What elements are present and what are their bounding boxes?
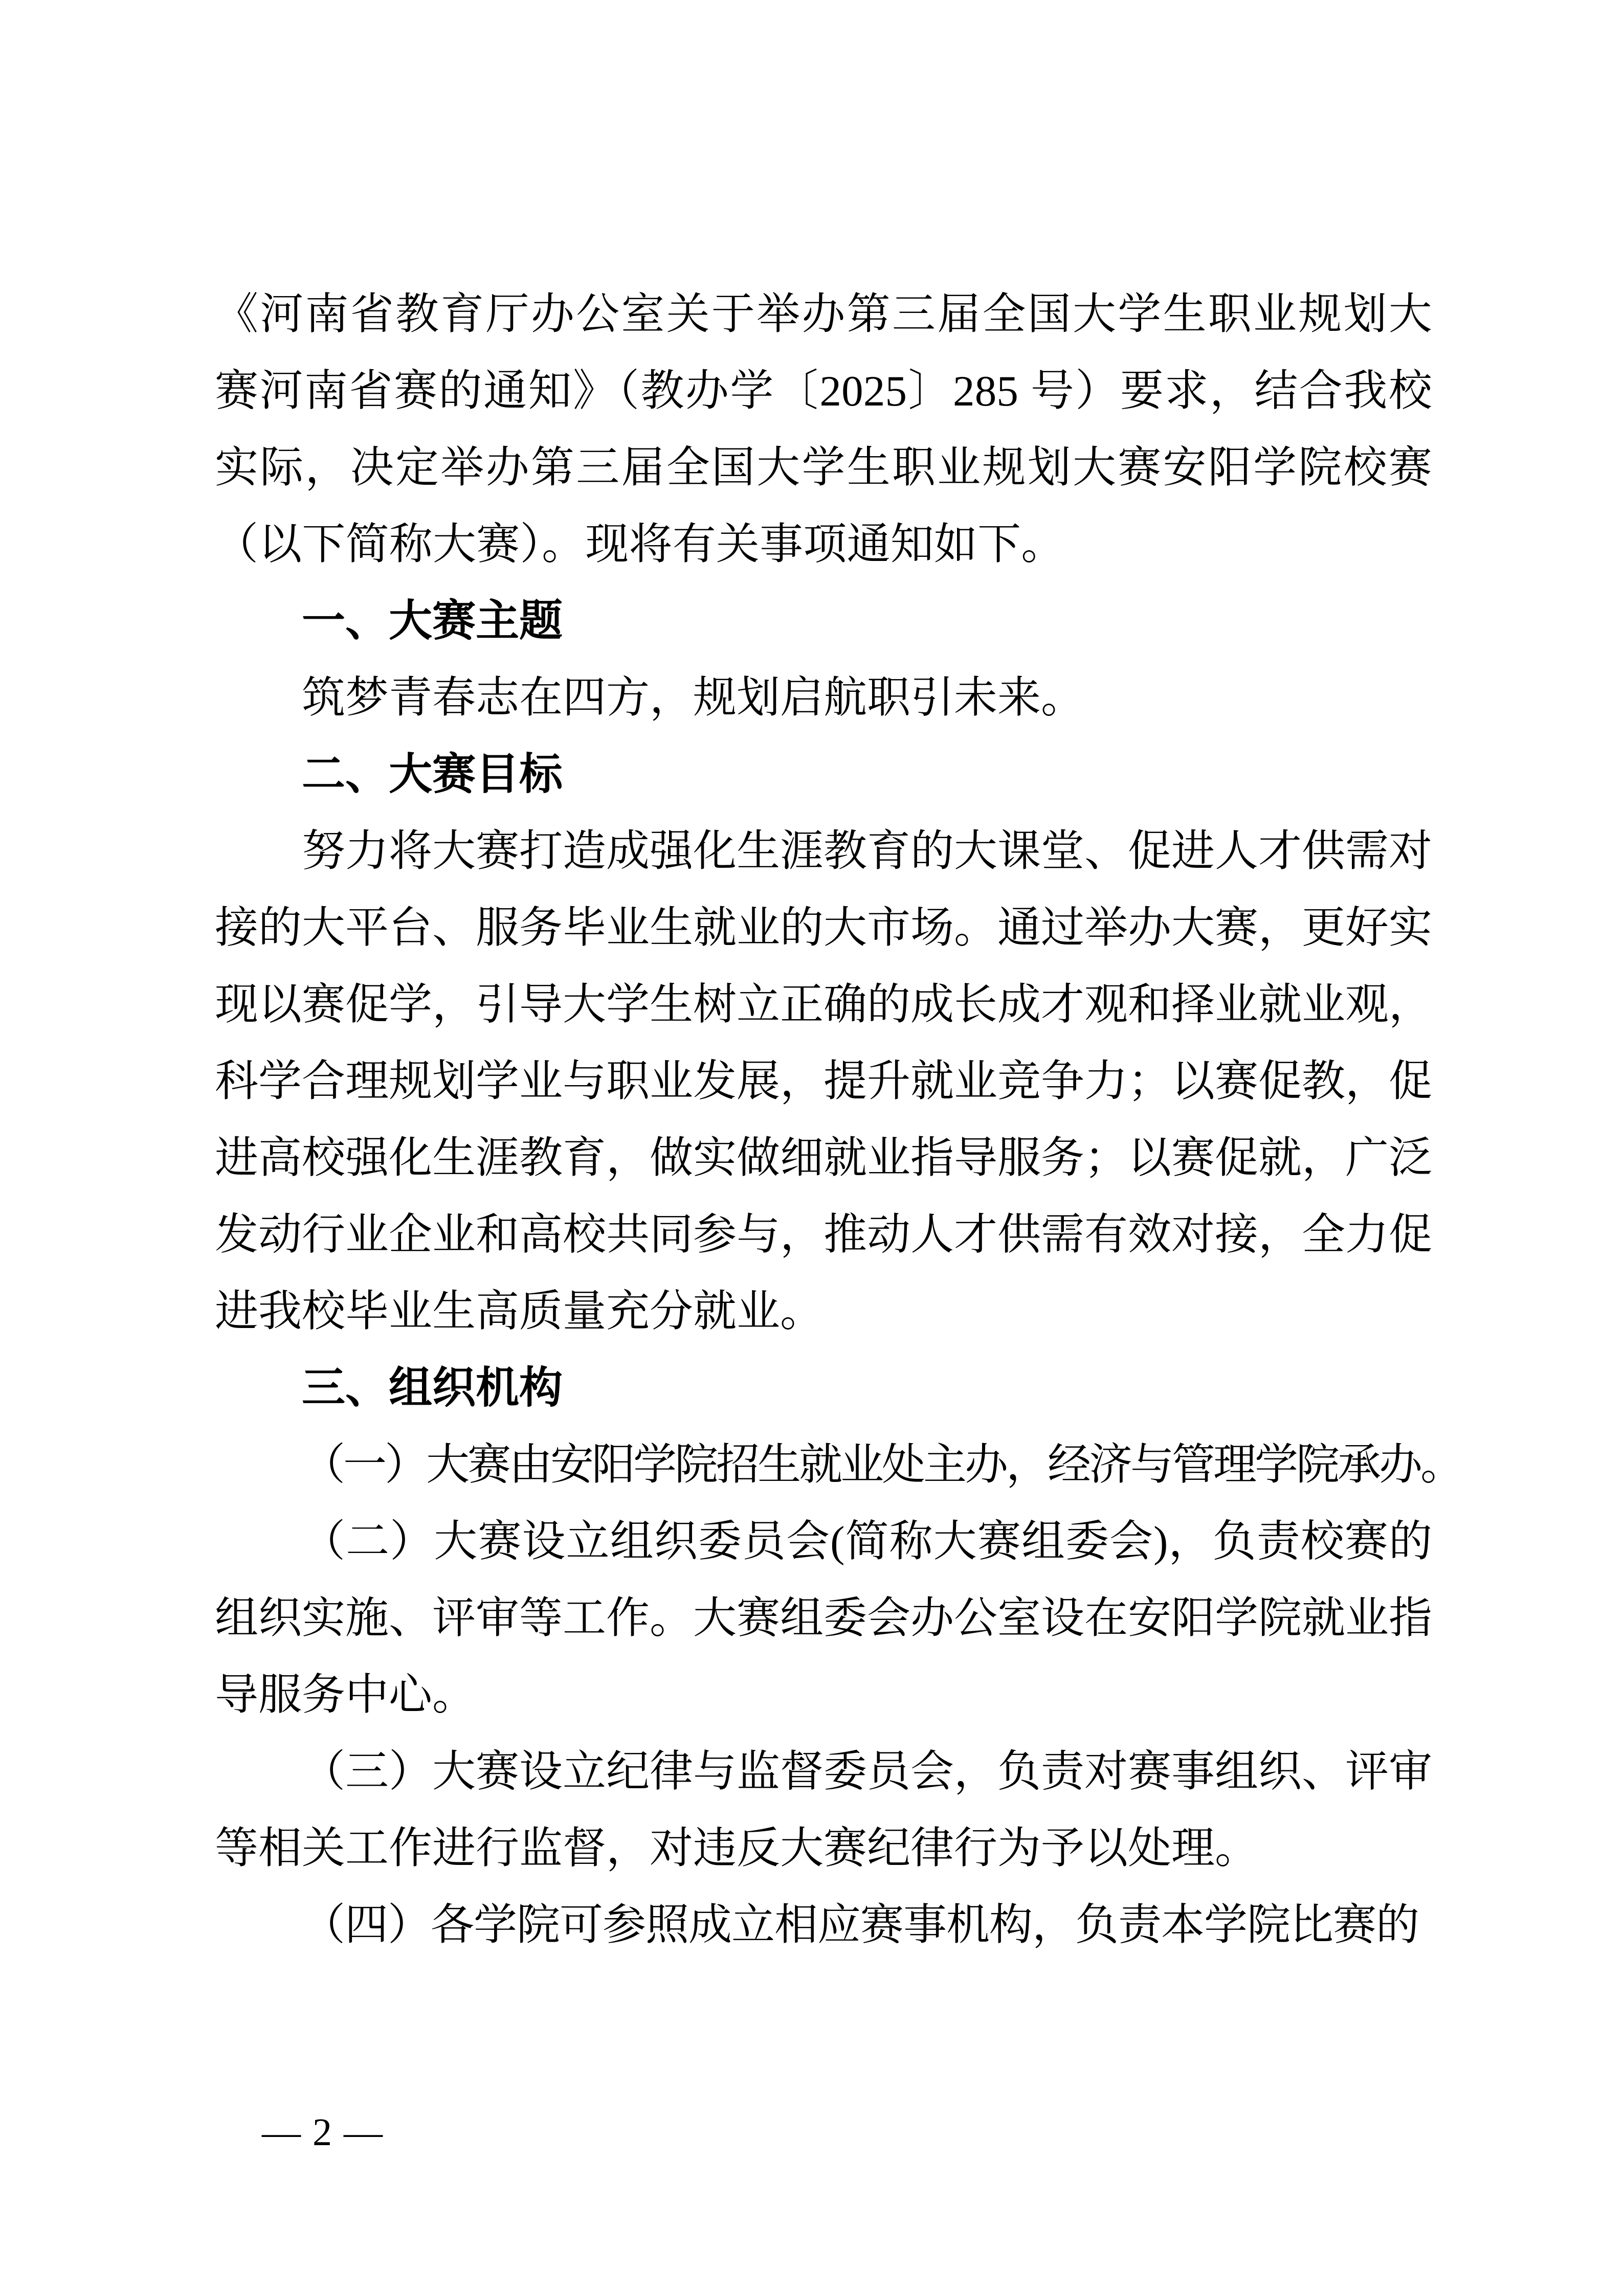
paragraph-competition-theme: 筑梦青春志在四方，规划启航职引未来。 [302,674,1085,722]
paragraph-organization-item-4: （四）各学院可参照成立相应赛事机构，负责本学院比赛的 [302,1901,1419,1949]
section-heading-organization: 三、组织机构 [302,1364,563,1412]
paragraph-organization-item-2: （二）大赛设立组织委员会(简称大赛组委会)，负责校赛的组织实施、评审等工作。大赛组委会办公室设在安阳学院就业指导服务中心。 [215,1518,1433,1719]
section-heading-competition-theme: 一、大赛主题 [302,597,563,645]
paragraph-organization-item-3: （三）大赛设立纪律与监督委员会，负责对赛事组织、评审等相关工作进行监督，对违反大赛纪律行为予以处理。 [215,1748,1433,1873]
intro-paragraph: 《河南省教育厅办公室关于举办第三届全国大学生职业规划大赛河南省赛的通知》（教办学〔2025〕285 号）要求，结合我校实际，决定举办第三届全国大学生职业规划大赛安阳学院校赛（以下简称大赛）。现将有关事项通知如下。 [215,290,1432,569]
paragraph-organization-item-1: （一）大赛由安阳学院招生就业处主办，经济与管理学院承办。 [302,1441,1462,1489]
section-heading-competition-goals: 二、大赛目标 [302,750,563,799]
document-body [215,276,1462,1964]
paragraph-competition-goals: 努力将大赛打造成强化生涯教育的大课堂、促进人才供需对接的大平台、服务毕业生就业的大市场。通过举办大赛，更好实现以赛促学，引导大学生树立正确的成长成才观和择业就业观，科学合理规划学业与职业发展，提升就业竞争力；以赛促教，促进高校强化生涯教育，做实做细就业指导服务；以赛促就，广泛发动行业企业和高校共同参与，推动人才供需有效对接，全力促进我校毕业生高质量充分就业。 [215,827,1433,1336]
page-number: — 2 — [262,2111,384,2154]
